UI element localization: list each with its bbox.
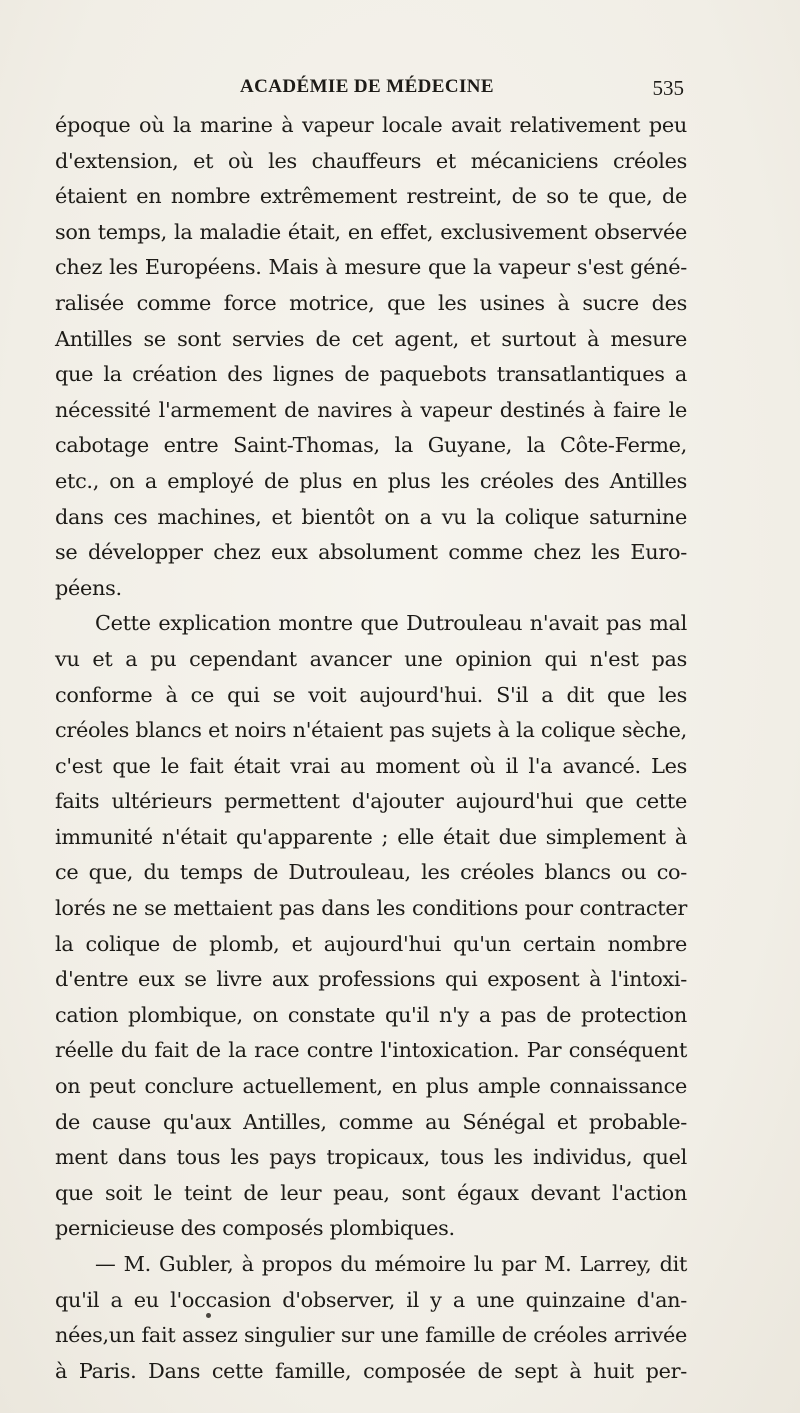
text-line: immunité n'était qu'apparente ; elle était due simplement à [55,824,687,849]
text-line: on peut conclure actuellement, en plus ample connaissance [55,1074,687,1099]
text-line: conforme à ce qui se voit aujourd'hui. S'il a dit que les [55,682,687,707]
body-text [55,108,687,1389]
text-line: ce que, du temps de Dutrouleau, les créoles blancs ou co- [55,860,687,885]
paragraph-end-line: pernicieuse des composés plombiques. [55,1216,455,1241]
text-line: c'est que le fait était vrai au moment où il l'a avancé. Les [55,753,687,778]
text-line: que la création des lignes de paquebots transatlantiques a [55,362,687,387]
text-line: ralisée comme force motrice, que les usines à sucre des [55,290,687,315]
paragraph-start-line: — M. Gubler, à propos du mémoire lu par M. Larrey, dit [95,1252,687,1276]
text-line: chez les Européens. Mais à mesure que la vapeur s'est géné- [55,255,687,280]
text-line: étaient en nombre extrêmement restreint, de so te que, de [55,184,687,209]
page-number: 535 [652,76,684,100]
ink-speck [206,1313,211,1318]
text-line: ment dans tous les pays tropicaux, tous les individus, quel [55,1145,687,1170]
text-line: vu et a pu cependant avancer une opinion qui n'est pas [55,646,687,671]
text-line: lorés ne se mettaient pas dans les conditions pour contracter [55,896,687,921]
text-line: la colique de plomb, et aujourd'hui qu'un certain nombre [55,931,687,956]
text-line: faits ultérieurs permettent d'ajouter aujourd'hui que cette [55,789,687,814]
text-line: Antilles se sont servies de cet agent, et surtout à mesure [55,326,687,351]
text-line: cabotage entre Saint-Thomas, la Guyane, la Côte-Ferme, [55,433,687,458]
running-title: ACADÉMIE DE MÉDECINE [240,76,494,97]
text-line: d'entre eux se livre aux professions qui exposent à l'intoxi- [55,967,687,992]
text-line: réelle du fait de la race contre l'intoxication. Par conséquent [55,1038,687,1063]
text-line: d'extension, et où les chauffeurs et mécaniciens créoles [55,148,687,173]
text-line: que soit le teint de leur peau, sont égaux devant l'action [55,1180,687,1205]
text-line: dans ces machines, et bientôt on a vu la colique saturnine [55,504,687,529]
paragraph-start-line: Cette explication montre que Dutrouleau n'avait pas mal [95,611,687,636]
running-header [50,76,684,104]
text-line: etc., on a employé de plus en plus les créoles des Antilles [55,468,687,493]
text-line: nécessité l'armement de navires à vapeur destinés à faire le [55,397,687,422]
text-line: cation plombique, on constate qu'il n'y a pas de protection [55,1002,687,1027]
paragraph-end-line: péens. [55,575,122,600]
text-line: nées,un fait assez singulier sur une famille de créoles arrivée [55,1323,687,1348]
text-line: se développer chez eux absolument comme chez les Euro- [55,540,687,565]
text-line: à Paris. Dans cette famille, composée de sept à huit per- [55,1358,687,1383]
text-line: de cause qu'aux Antilles, comme au Sénégal et probable- [55,1109,687,1134]
text-line: époque où la marine à vapeur locale avait relativement peu [55,113,687,137]
text-line: qu'il a eu l'occasion d'observer, il y a une quinzaine d'an- [55,1287,687,1312]
text-line: créoles blancs et noirs n'étaient pas sujets à la colique sèche, [55,718,687,743]
text-line: son temps, la maladie était, en effet, exclusivement observée [55,219,687,244]
